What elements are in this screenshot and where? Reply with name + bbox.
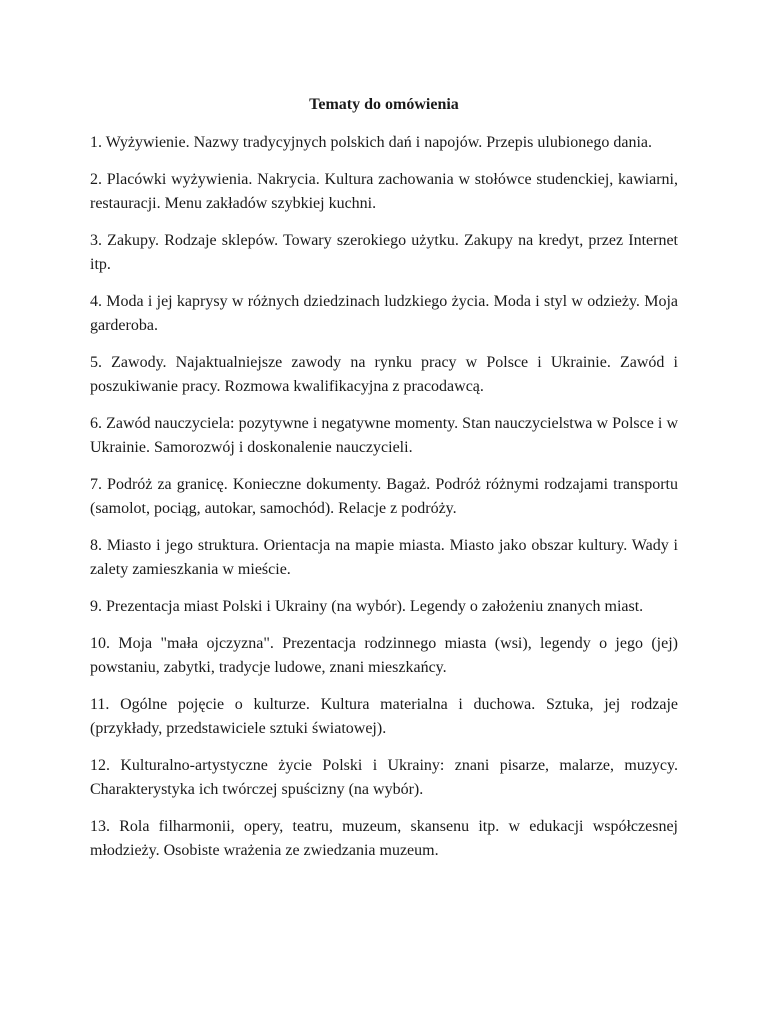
topic-item: 7. Podróż za granicę. Konieczne dokumenty. Bagaż. Podróż różnymi rodzajami transportu (samolot, pociąg, autokar, samochód). Relacje z podróży. [90,476,678,517]
document-content [90,93,678,876]
document-title: Tematy do omówienia [309,96,459,113]
topic-item: 10. Moja "mała ojczyzna". Prezentacja rodzinnego miasta (wsi), legendy o jego (jej) powstaniu, zabytki, tradycje ludowe, znani mieszkańcy. [90,635,678,676]
topic-item: 1. Wyżywienie. Nazwy tradycyjnych polskich dań i napojów. Przepis ulubionego dania. [90,134,653,151]
topic-item: 12. Kulturalno-artystyczne życie Polski i Ukrainy: znani pisarze, malarze, muzycy. Charakterystyka ich twórczej spuścizny (na wybór). [90,757,678,798]
topic-item: 3. Zakupy. Rodzaje sklepów. Towary szerokiego użytku. Zakupy na kredyt, przez Internet itp. [90,232,678,273]
topic-item: 8. Miasto i jego struktura. Orientacja na mapie miasta. Miasto jako obszar kultury. Wady i zalety zamieszkania w mieście. [90,537,678,578]
topic-item: 5. Zawody. Najaktualniejsze zawody na rynku pracy w Polsce i Ukrainie. Zawód i poszukiwanie pracy. Rozmowa kwalifikacyjna z pracodawcą. [90,354,678,395]
topic-item: 11. Ogólne pojęcie o kulturze. Kultura materialna i duchowa. Sztuka, jej rodzaje (przykłady, przedstawiciele sztuki światowej). [90,696,678,737]
topic-item: 6. Zawód nauczyciela: pozytywne i negatywne momenty. Stan nauczycielstwa w Polsce i w Ukrainie. Samorozwój i doskonalenie nauczycieli. [90,415,678,456]
topic-item: 2. Placówki wyżywienia. Nakrycia. Kultura zachowania w stołówce studenckiej, kawiarni, restauracji. Menu zakładów szybkiej kuchni. [90,171,678,212]
topic-item: 4. Moda i jej kaprysy w różnych dziedzinach ludzkiego życia. Moda i styl w odzieży. Moja garderoba. [90,293,678,334]
topic-item: 13. Rola filharmonii, opery, teatru, muzeum, skansenu itp. w edukacji współczesnej młodzieży. Osobiste wrażenia ze zwiedzania muzeum. [90,818,678,859]
topic-item: 9. Prezentacja miast Polski i Ukrainy (na wybór). Legendy o założeniu znanych miast. [90,598,644,615]
